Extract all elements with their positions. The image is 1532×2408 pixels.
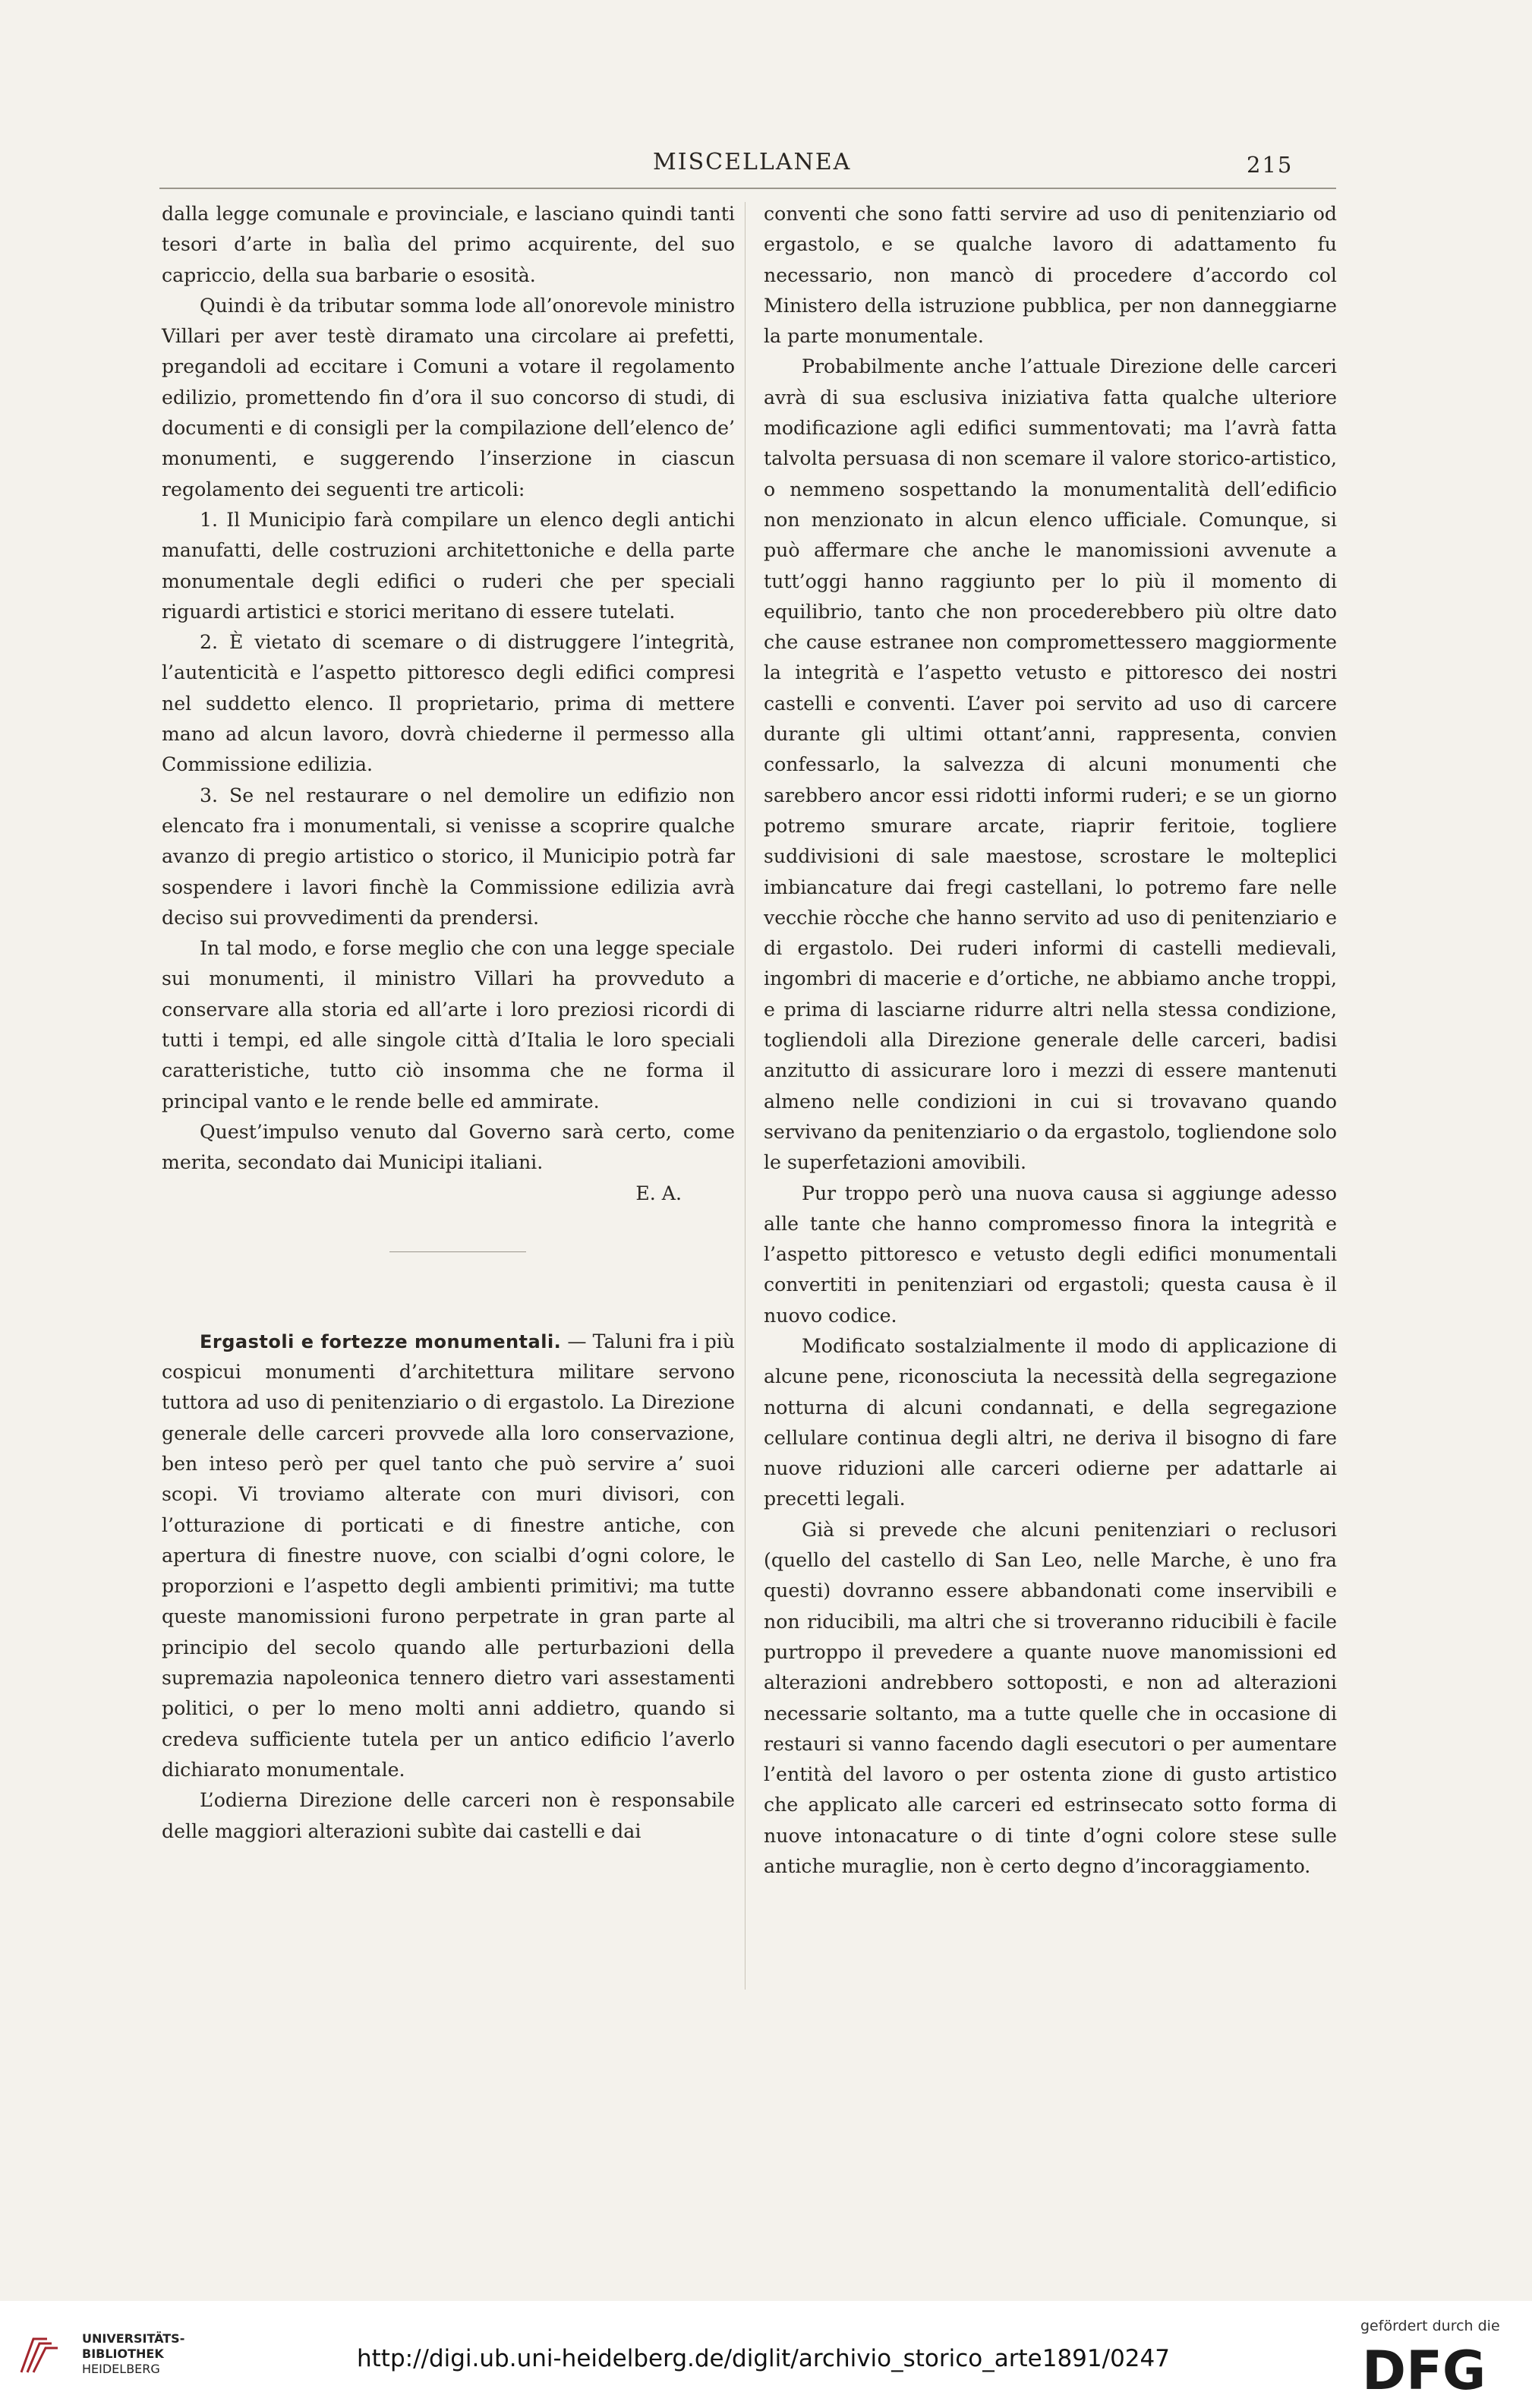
paragraph: Pur troppo però una nuova causa si aggiunge adesso alle tante che hanno compromesso finora la integrità e l’aspetto pittoresco e vetusto degli edifici monumentali convertiti in penitenziari od ergastoli; questa causa è il nuovo codice. [764,1182,1337,1327]
running-head [0,149,1532,179]
header-rule [159,188,1336,189]
section-title: Ergastoli e fortezze monumentali. [200,1330,562,1352]
spacer [162,1252,735,1327]
dfg-logo-text: DFG [1362,2340,1486,2395]
column-divider [745,202,746,1990]
paragraph: Già si prevede che alcuni penitenziari o reclusori (quello del castello di San Leo, nelle Marche, è uno fra questi) dovranno essere abbandonati come inservibili e non riducibili, ma altri che si troveranno riducibili è facile purtroppo il prevedere a quante nuove manomissioni ed alterazioni andrebbero sottoposti, e non ad alterazioni necessarie soltanto, ma a tutte quelle che in occasione di restauri si vanno facendo dagli esecutori o per aumentare l’entità del lavoro o per ostenta zione di gusto artistico che applicato alle carceri ed estrinsecato sotto forma di nuove intonacature o di tinte d’ogni colore stese sulle antiche muraglie, non è certo degno d’incoraggiamento. [764,1518,1337,1878]
paragraph: Quindi è da tributar somma lode all’onorevole ministro Villari per aver testè diramato una circolare ai prefetti, pregandoli ad eccitare i Comuni a votare il regolamento edilizio, promettendo fin d’ora il suo concorso di studi, di documenti e di consigli per la compilazione dell’elenco de’ monumenti, e suggerendo l’inserzione in ciascun regolamento dei seguenti tre articoli: [162,294,735,500]
page-number: 215 [1247,152,1294,178]
library-logo-icon [14,2333,74,2378]
running-title: MISCELLANEA [653,149,852,175]
sponsor-text: gefördert durch die [1360,2318,1500,2334]
paragraph: conventi che sono fatti servire ad uso di penitenziario od ergastolo, e se qualche lavoro di adattamento fu necessario, non mancò di procedere d’accordo col Ministero della istruzione pubblica, per non danneggiarne la parte monumentale. [764,203,1337,348]
section-text: — Taluni fra i più cospicui monumenti d’architettura militare servono tuttora ad uso di penitenziario o di ergastolo. La Direzione generale delle carceri provvede alla loro conservazione, ben inteso però per quel tanto che può servire a’ suoi scopi. Vi troviamo alterate con muri divisori, con l’otturazione di porticati e di finestre antiche, con apertura di finestre nuove, con scialbi d’ogni colore, le proporzioni e l’aspetto degli ambienti primitivi; ma tutte queste manomissioni furono perpetrate in gran parte al principio del secolo quando alle perturbazioni della supremazia napoleonica tennero dietro vari assestamenti politici, o per lo meno molti anni addietro, quando si credeva sufficiente tutela per un antico edificio l’averlo dichiarato monumentale. [162,1330,736,1781]
paragraph: In tal modo, e forse meglio che con una legge speciale sui monumenti, il ministro Villari ha provveduto a conservare alla storia ed all’arte i loro preziosi ricordi di tutti i tempi, ed alle singole città d’Italia le loro speciali caratteristiche, tutto ciò insomma che ne forma il principal vanto e le rende belle ed ammirate. [162,937,735,1112]
paragraph: L’odierna Direzione delle carceri non è responsabile delle maggiori alterazioni subìte dai castelli e dai [162,1789,735,1842]
paragraph: Quest’impulso venuto dal Governo sarà certo, come merita, secondato dai Municipi italiani. [162,1120,735,1174]
article-2: 2. È vietato di scemare o di distruggere l’integrità, l’autenticità e l’aspetto pittoresco degli edifici compresi nel suddetto elenco. Il proprietario, prima di mettere mano ad alcun lavoro, dovrà chiederne il permesso alla Commissione edilizia. [162,631,735,776]
paragraph: Probabilmente anche l’attuale Direzione delle carceri avrà di sua esclusiva iniziativa fatta qualche ulteriore modificazione agli edifici summentovati; ma l’avrà fatta talvolta persuasa di non scemare il valore storico-artistico, o nemmeno sospettando la monumentalità dell’edificio non menzionato in alcun elenco ufficiale. Comunque, si può affermare che anche le manomissioni avvenute a tutt’oggi hanno raggiunto per lo più il momento di equilibrio, tanto che non procederebbero più oltre dato che cause estranee non compromettessero maggiormente la integrità e l’aspetto vetusto e pittoresco dei nostri castelli e conventi. L’aver poi servito ad uso di carcere durante gli ultimi ottant’anni, rappresenta, convien confessarlo, la salvezza di alcuni monumenti che sarebbero ancor essi ridotti informi ruderi; e se un giorno potremo smurare arcate, riaprir feritoie, togliere suddivisioni di sale maestose, scrostare le molteplici imbiancature dai fregi castellani, lo potremo fare nelle vecchie ròcche che hanno servito ad uso di penitenziario e di ergastolo. Dei ruderi informi di castelli medievali, ingombri di macerie e d’ortiche, ne abbiamo anche troppi, e prima di lasciarne ridurre altri nella stessa condizione, togliendoli alla Direzione generale delle carceri, badisi anzitutto di assicurare loro i mezzi di essere mantenuti almeno nelle condizioni in cui si trovavano quando servivano da penitenziario o da ergastolo, togliendone solo le superfetazioni amovibili. [764,355,1337,1174]
paragraph: dalla legge comunale e provinciale, e lasciano quindi tanti tesori d’arte in balìa del primo acquirente, del suo capriccio, della sua barbarie o esosità. [162,203,735,286]
digital-copy-link[interactable]: http://digi.ub.uni-heidelberg.de/diglit/archivio_storico_arte1891/0247 [357,2345,1170,2372]
section-paragraph [162,1327,735,1785]
author-signature: E. A. [635,1182,682,1204]
article-3: 3. Se nel restaurare o nel demolire un edifizio non elencato fra i monumentali, si venisse a scoprire qualche avanzo di pregio artistico o storico, il Municipio potrà far sospendere i lavori finchè la Commissione edilizia avrà deciso sui provvedimenti da prendersi. [162,784,735,929]
dfg-logo-icon [1359,2339,1503,2395]
paragraph: Modificato sostalzialmente il modo di applicazione di alcune pene, riconosciuta la necessità della segregazione notturna di alcuni condannati, e della segregazione cellulare continua degli altri, ne deriva il bisogno di fare nuove riduzioni alle carceri odierne per adattarle ai precetti legali. [764,1334,1337,1510]
library-name: UNIVERSITÄTS- BIBLIOTHEK HEIDELBERG [82,2331,185,2376]
article-1: 1. Il Municipio farà compilare un elenco degli antichi manufatti, delle costruzioni architettoniche e della parte monumentale degli edifici o ruderi che per speciali riguardi artistici e storici meritano di essere tutelati. [162,508,735,623]
right-column [764,199,1337,1882]
left-column [162,199,735,1847]
